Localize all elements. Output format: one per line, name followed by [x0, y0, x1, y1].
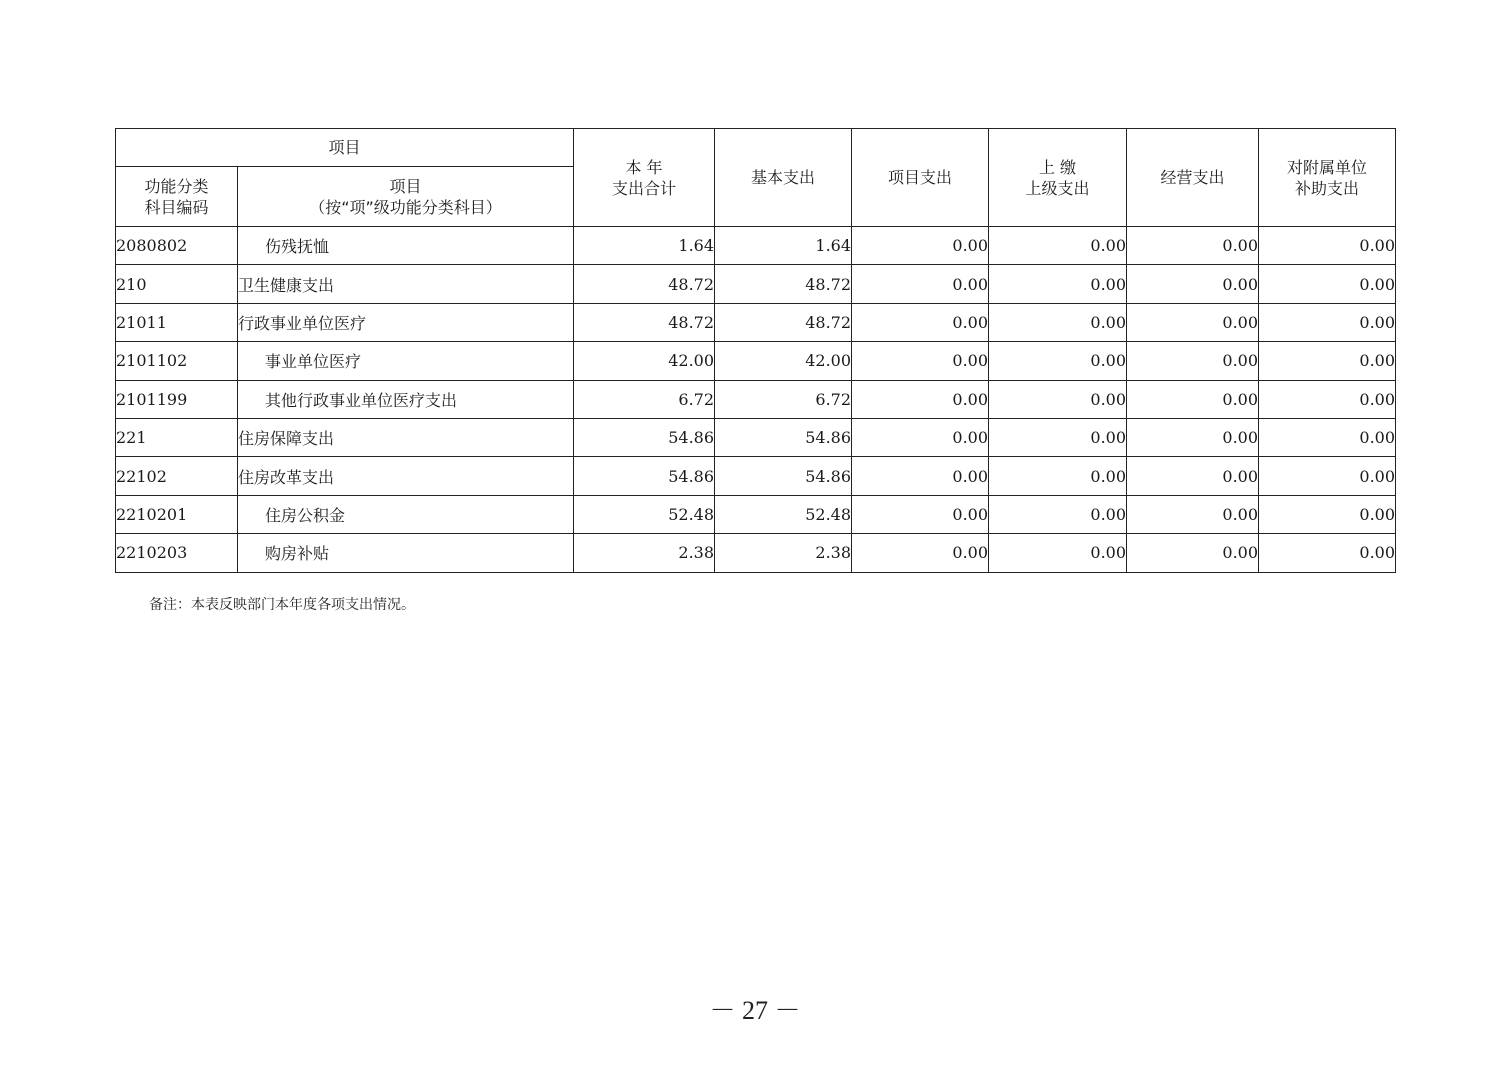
row-basic: 6.72: [715, 380, 852, 418]
row-project: 0.00: [852, 342, 989, 380]
page-number: － 27 －: [709, 996, 801, 1025]
row-code: 210: [116, 265, 238, 303]
header-subsidy: [1259, 129, 1396, 227]
header-project-line-1: 项目支出: [888, 168, 953, 187]
row-name: 卫生健康支出: [238, 265, 574, 303]
row-name: 事业单位医疗: [238, 342, 574, 380]
table-row: [116, 265, 1396, 303]
table-header: [116, 129, 1396, 227]
row-subsidy: 0.00: [1259, 534, 1396, 572]
header-business-line-1: 经营支出: [1160, 168, 1225, 187]
row-business: 0.00: [1127, 265, 1259, 303]
row-subsidy: 0.00: [1259, 495, 1396, 533]
row-basic: 42.00: [715, 342, 852, 380]
row-upper: 0.00: [989, 342, 1127, 380]
header-upper: [989, 129, 1127, 227]
row-name: 住房改革支出: [238, 457, 574, 495]
row-business: 0.00: [1127, 418, 1259, 456]
table-row: [116, 303, 1396, 341]
table-row: [116, 418, 1396, 456]
row-upper: 0.00: [989, 227, 1127, 265]
row-name: 行政事业单位医疗: [238, 303, 574, 341]
row-project: 0.00: [852, 534, 989, 572]
row-code: 2101199: [116, 380, 238, 418]
row-subsidy: 0.00: [1259, 380, 1396, 418]
row-business: 0.00: [1127, 227, 1259, 265]
header-code-line-1: 功能分类: [144, 176, 209, 196]
header-name-line-2: （按“项”级功能分类科目）: [309, 197, 502, 217]
row-project: 0.00: [852, 380, 989, 418]
row-basic: 48.72: [715, 303, 852, 341]
header-code-line-2: 科目编码: [144, 197, 209, 217]
row-upper: 0.00: [989, 457, 1127, 495]
row-business: 0.00: [1127, 534, 1259, 572]
row-name: 住房公积金: [238, 495, 574, 533]
row-total: 48.72: [574, 265, 715, 303]
row-basic: 54.86: [715, 457, 852, 495]
row-business: 0.00: [1127, 495, 1259, 533]
row-subsidy: 0.00: [1259, 457, 1396, 495]
row-subsidy: 0.00: [1259, 227, 1396, 265]
row-name: 住房保障支出: [238, 418, 574, 456]
expenditure-table: [115, 128, 1396, 573]
table-note: 备注：本表反映部门本年度各项支出情况。: [149, 597, 415, 613]
header-name: [238, 167, 574, 227]
row-code: 21011: [116, 303, 238, 341]
row-subsidy: 0.00: [1259, 342, 1396, 380]
row-basic: 54.86: [715, 418, 852, 456]
header-total-line-2: 支出合计: [612, 178, 677, 198]
row-basic: 52.48: [715, 495, 852, 533]
table-row: [116, 227, 1396, 265]
row-total: 2.38: [574, 534, 715, 572]
row-project: 0.00: [852, 303, 989, 341]
row-code: 2080802: [116, 227, 238, 265]
row-total: 54.86: [574, 457, 715, 495]
row-basic: 1.64: [715, 227, 852, 265]
row-subsidy: 0.00: [1259, 265, 1396, 303]
row-project: 0.00: [852, 418, 989, 456]
header-group-label: 项目: [116, 129, 574, 167]
row-business: 0.00: [1127, 380, 1259, 418]
row-subsidy: 0.00: [1259, 303, 1396, 341]
row-upper: 0.00: [989, 303, 1127, 341]
header-subsidy-line-2: 补助支出: [1295, 178, 1360, 198]
row-total: 48.72: [574, 303, 715, 341]
row-basic: 2.38: [715, 534, 852, 572]
row-upper: 0.00: [989, 534, 1127, 572]
table-row: [116, 495, 1396, 533]
header-project: [852, 129, 989, 227]
row-name: 购房补贴: [238, 534, 574, 572]
header-row-top: [116, 129, 1396, 167]
header-basic: [715, 129, 852, 227]
row-code: 2210203: [116, 534, 238, 572]
row-project: 0.00: [852, 457, 989, 495]
table-row: [116, 534, 1396, 572]
row-upper: 0.00: [989, 265, 1127, 303]
row-name: 其他行政事业单位医疗支出: [238, 380, 574, 418]
row-business: 0.00: [1127, 457, 1259, 495]
table-row: [116, 342, 1396, 380]
header-name-line-1: 项目: [389, 176, 422, 196]
row-project: 0.00: [852, 495, 989, 533]
row-total: 52.48: [574, 495, 715, 533]
row-code: 2101102: [116, 342, 238, 380]
table-body: [116, 227, 1396, 573]
header-upper-line-2: 上级支出: [1025, 178, 1090, 198]
row-project: 0.00: [852, 227, 989, 265]
row-basic: 48.72: [715, 265, 852, 303]
row-name: 伤残抚恤: [238, 227, 574, 265]
row-project: 0.00: [852, 265, 989, 303]
row-total: 1.64: [574, 227, 715, 265]
header-upper-line-1: 上 缴: [1038, 157, 1077, 177]
row-upper: 0.00: [989, 495, 1127, 533]
row-code: 221: [116, 418, 238, 456]
row-code: 2210201: [116, 495, 238, 533]
table-row: [116, 457, 1396, 495]
header-basic-line-1: 基本支出: [751, 168, 816, 187]
table-row: [116, 380, 1396, 418]
row-business: 0.00: [1127, 303, 1259, 341]
header-business: [1127, 129, 1259, 227]
row-business: 0.00: [1127, 342, 1259, 380]
row-total: 54.86: [574, 418, 715, 456]
row-upper: 0.00: [989, 418, 1127, 456]
header-total-line-1: 本 年: [625, 157, 663, 177]
header-code: [116, 167, 238, 227]
row-upper: 0.00: [989, 380, 1127, 418]
header-subsidy-line-1: 对附属单位: [1287, 157, 1368, 177]
row-total: 6.72: [574, 380, 715, 418]
row-total: 42.00: [574, 342, 715, 380]
row-code: 22102: [116, 457, 238, 495]
row-subsidy: 0.00: [1259, 418, 1396, 456]
header-total: [574, 129, 715, 227]
